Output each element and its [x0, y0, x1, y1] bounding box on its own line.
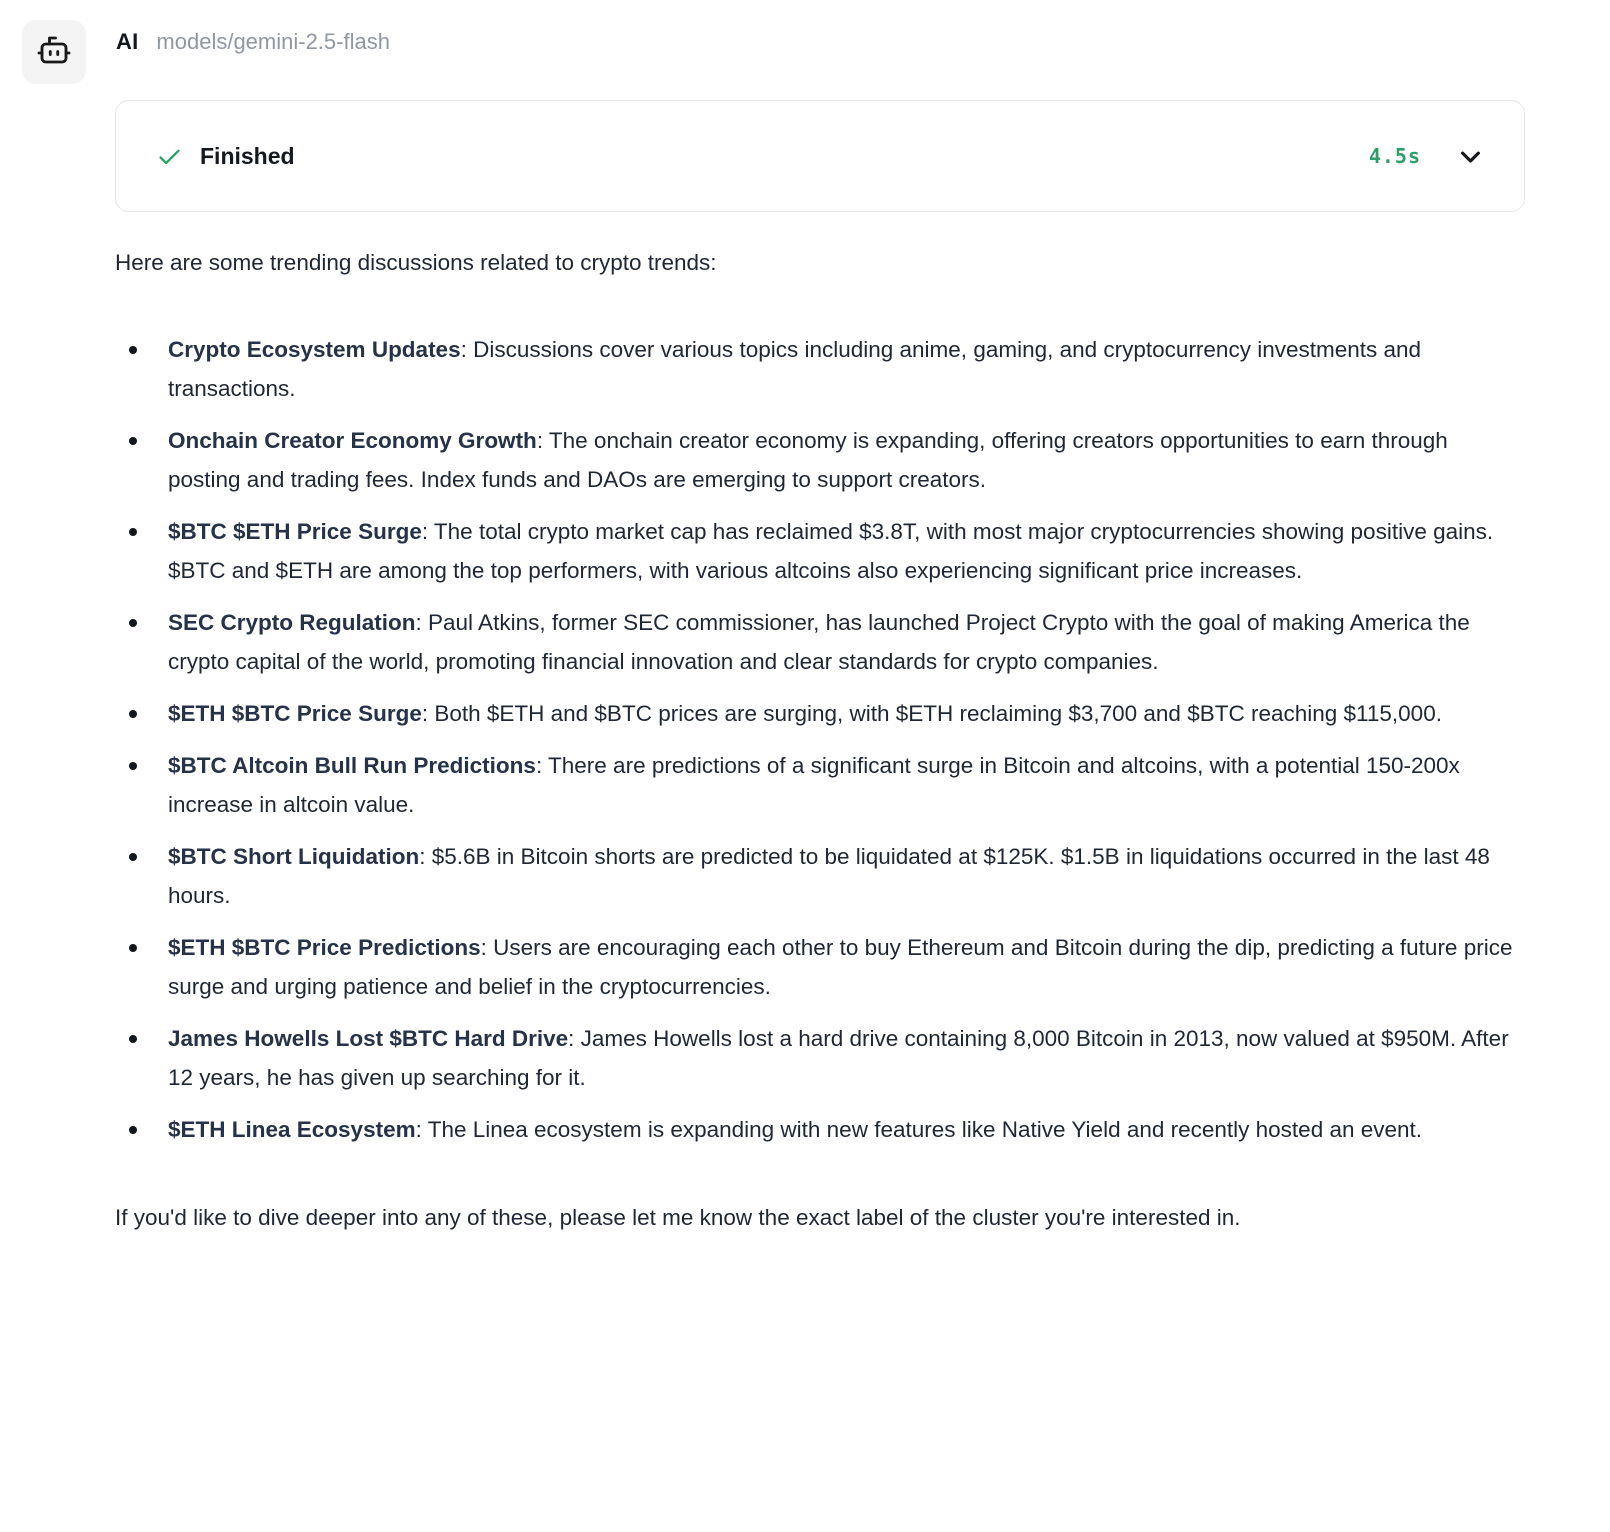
status-accordion[interactable]	[115, 100, 1525, 212]
trend-desc: : The total crypto market cap has reclaimed $3.8T, with most major cryptocurrencies showing positive gains. $BTC and $ETH are among the top performers, with various altcoins also experiencing significant price increases.	[168, 519, 1494, 583]
trend-desc: : The onchain creator economy is expanding, offering creators opportunities to earn through posting and trading fees. Index funds and DAOs are emerging to support creators.	[168, 428, 1448, 492]
trend-desc: : There are predictions of a significant surge in Bitcoin and altcoins, with a potential 150-200x increase in altcoin value.	[168, 753, 1460, 817]
list-item	[115, 330, 1525, 408]
trend-title: $ETH Linea Ecosystem	[168, 1117, 416, 1142]
bot-icon	[36, 32, 72, 73]
list-item	[115, 603, 1525, 681]
list-item	[115, 1110, 1525, 1149]
message-meta	[116, 29, 390, 55]
list-item	[115, 421, 1525, 499]
role-label: AI	[116, 29, 139, 54]
ai-avatar	[22, 20, 86, 84]
trend-title: James Howells Lost $BTC Hard Drive	[168, 1026, 569, 1051]
trend-title: $ETH $BTC Price Predictions	[168, 935, 481, 960]
message-body	[115, 100, 1525, 1237]
list-item	[115, 694, 1525, 733]
check-icon	[156, 143, 183, 170]
list-item	[115, 1019, 1525, 1097]
trend-title: $ETH $BTC Price Surge	[168, 701, 422, 726]
trend-title: $BTC $ETH Price Surge	[168, 519, 422, 544]
trend-desc: : James Howells lost a hard drive containing 8,000 Bitcoin in 2013, now valued at $950M. After 12 years, he has given up searching for it.	[168, 1026, 1509, 1090]
trend-desc: : The Linea ecosystem is expanding with new features like Native Yield and recently hosted an event.	[415, 1117, 1423, 1142]
status-label: Finished	[200, 142, 295, 169]
trend-title: Crypto Ecosystem Updates	[168, 337, 461, 362]
list-item	[115, 512, 1525, 590]
trend-desc: : Discussions cover various topics including anime, gaming, and cryptocurrency investments and transactions.	[168, 337, 1422, 401]
trend-desc: : Paul Atkins, former SEC commissioner, has launched Project Crypto with the goal of making America the crypto capital of the world, promoting financial innovation and clear standards for crypto companies.	[168, 610, 1470, 674]
trend-title: $BTC Short Liquidation	[168, 844, 420, 869]
message-header	[0, 0, 1610, 84]
status-duration: 4.5s	[1368, 144, 1421, 168]
trend-desc: : Both $ETH and $BTC prices are surging, with $ETH reclaiming $3,700 and $BTC reaching $115,000.	[421, 701, 1442, 726]
list-item	[115, 746, 1525, 824]
trend-list	[115, 330, 1525, 1149]
trend-title: Onchain Creator Economy Growth	[168, 428, 537, 453]
intro-paragraph: Here are some trending discussions related to crypto trends:	[115, 250, 717, 275]
trend-title: $BTC Altcoin Bull Run Predictions	[168, 753, 536, 778]
outro-paragraph: If you'd like to dive deeper into any of these, please let me know the exact label of the cluster you're interested in.	[115, 1205, 1241, 1230]
model-name: models/gemini-2.5-flash	[156, 29, 390, 54]
list-item	[115, 837, 1525, 915]
list-item	[115, 928, 1525, 1006]
status-right	[1369, 143, 1484, 170]
trend-desc: : Users are encouraging each other to buy Ethereum and Bitcoin during the dip, predicting a future price surge and urging patience and belief in the cryptocurrencies.	[168, 935, 1513, 999]
trend-desc: : $5.6B in Bitcoin shorts are predicted to be liquidated at $125K. $1.5B in liquidations occurred in the last 48 hours.	[168, 844, 1490, 908]
chevron-down-icon[interactable]	[1457, 143, 1484, 170]
trend-title: SEC Crypto Regulation	[168, 610, 416, 635]
